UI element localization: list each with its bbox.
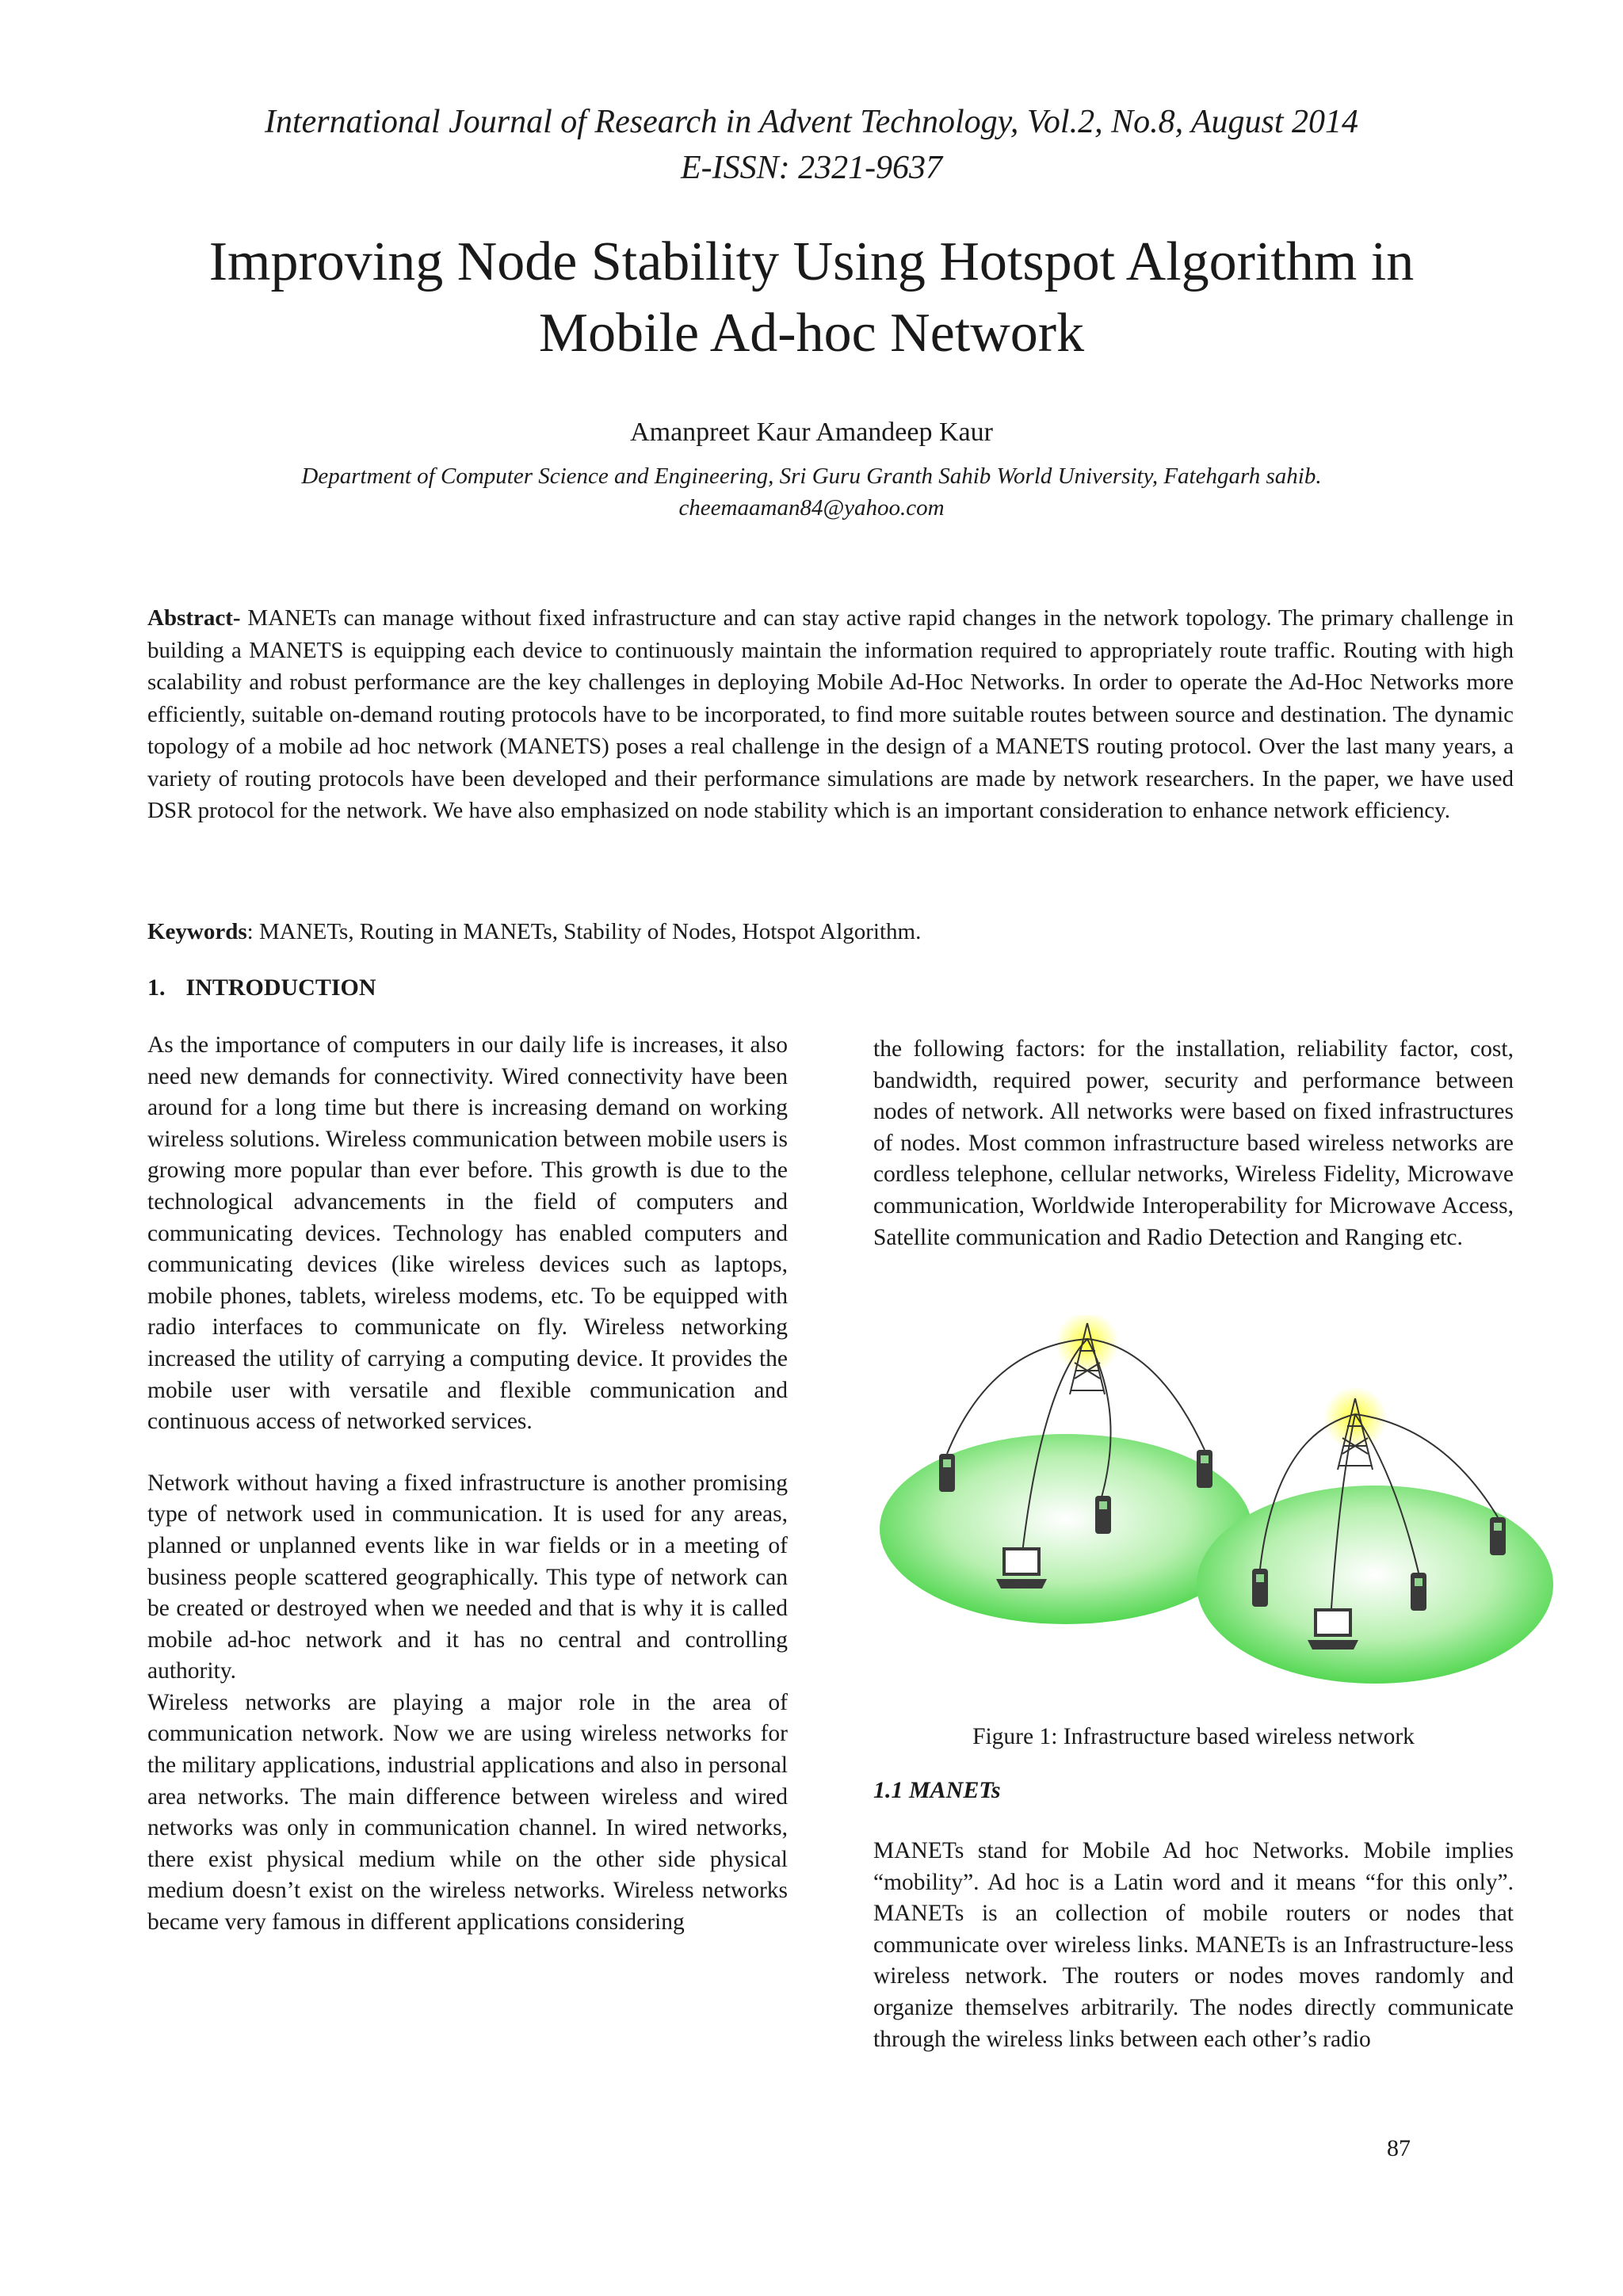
section-heading — [147, 974, 376, 1001]
abstract-label: Abstract- — [147, 605, 241, 631]
affiliation: Department of Computer Science and Engineering, Sri Guru Granth Sahib World University, Fatehgarh sahib. — [301, 463, 1322, 489]
abstract-text: MANETs can manage without fixed infrastructure and can stay active rapid changes in the network topology. The primary challenge in building a MANETS is equipping each device to continuously maintain the information required to appropriately route traffic. Routing with high scalability and robust performance are the key challenges in deploying Mobile Ad-Hoc Networks. In order to operate the Ad-Hoc Networks more efficiently, suitable on-demand routing protocols have to be incorporated, to find more suitable routes between source and destination. The dynamic topology of a mobile ad hoc network (MANETS) poses a real challenge in the design of a MANETS routing protocol. Over the last many years, a variety of routing protocols have been developed and their performance simulations are made by network researchers. In the paper, we have used DSR protocol for the network. We have also emphasized on node stability which is an important consideration to enhance network efficiency. — [147, 605, 1514, 823]
abstract — [147, 602, 1514, 827]
mobile-phone-icon — [1252, 1569, 1268, 1607]
email-address: cheemaaman84@yahoo.com — [678, 495, 945, 521]
intro-paragraph-2: Network without having a fixed infrastructure is another promising type of network used in communication. It is used for any areas, planned or unplanned events like in war fields or in a meeting of business people scattered geographically. This type of network can be created or destroyed when we needed and that is why it is called mobile ad-hoc network and it has no central and controlling authority. — [147, 1470, 788, 1684]
section-number: 1. — [147, 974, 166, 1001]
journal-header: International Journal of Research in Advent Technology, Vol.2, No.8, August 2014 — [264, 104, 1359, 140]
keywords-label: Keywords — [147, 919, 247, 944]
title-line-1: Improving Node Stability Using Hotspot Algorithm in — [208, 231, 1415, 292]
paper-title — [127, 227, 1496, 369]
laptop-icon — [1308, 1610, 1358, 1650]
subsection-heading: 1.1 MANETs — [873, 1777, 1001, 1803]
infrastructure-network-figure — [872, 1315, 1553, 1759]
mobile-phone-icon — [1197, 1450, 1212, 1488]
mobile-phone-icon — [939, 1454, 955, 1492]
authors: Amanpreet Kaur Amandeep Kaur — [630, 418, 993, 447]
cell-coverage-left — [880, 1434, 1252, 1624]
issn-header: E-ISSN: 2321-9637 — [680, 150, 943, 186]
figure-caption: Figure 1: Infrastructure based wireless network — [972, 1724, 1415, 1749]
manets-paragraph: MANETs stand for Mobile Ad hoc Networks. Mobile implies “mobility”. Ad hoc is a Latin word and it means “for this only”. MANETs is an collection of mobile routers or nodes that communicate over wireless links. MANETs is an Infrastructure-less wireless network. The routers or nodes moves randomly and organize themselves arbitrarily. The nodes directly communicate through the wireless links between each other’s radio — [873, 1838, 1514, 2052]
left-column — [147, 1030, 788, 1939]
right-paragraph-1: the following factors: for the installation, reliability factor, cost, bandwidth, required power, security and performance between nodes of network. All networks were based on fixed infrastructures of nodes. Most common infrastructure based wireless networks are cordless telephone, cellular networks, Wireless Fidelity, Microwave communication, Worldwide Interoperability for Microwave Access, Satellite communication and Radio Detection and Ranging etc. — [873, 1036, 1514, 1250]
mobile-phone-icon — [1490, 1517, 1506, 1555]
laptop-icon — [996, 1549, 1047, 1589]
cell-coverage-right — [1197, 1486, 1553, 1684]
title-line-2: Mobile Ad-hoc Network — [538, 303, 1085, 364]
mobile-phone-icon — [1411, 1573, 1426, 1611]
intro-paragraph-1: As the importance of computers in our daily life is increases, it also need new demands for connectivity. Wired connectivity have been around for a long time but there is increasing demand on working wireless solutions. Wireless communication between mobile users is growing more popular than ever before. This growth is due to the technological advancements in the field of computers and communicating devices. Technology has enabled computers and communicating devices (like wireless devices such as laptops, mobile phones, tablets, wireless modems, etc. To be equipped with radio interfaces to communicate on fly. Wireless networking increased the utility of carrying a computing device. It provides the mobile user with versatile and flexible communication and continuous access of networked services. — [147, 1032, 788, 1435]
page-number: 87 — [1387, 2135, 1411, 2161]
right-column-top — [873, 1034, 1514, 1253]
keywords — [147, 916, 1514, 948]
intro-paragraph-3: Wireless networks are playing a major role in the area of communication network. Now we are using wireless networks for the military applications, industrial applications and also in personal area networks. The main difference between wireless and wired networks was only in communication channel. In wired networks, there exist physical medium while on the other side physical medium doesn’t exist on the wireless networks. Wireless networks became very famous in different applications considering — [147, 1689, 788, 1936]
mobile-phone-icon — [1095, 1496, 1111, 1534]
right-column-bottom — [873, 1836, 1514, 2055]
section-title: INTRODUCTION — [185, 974, 376, 1001]
keywords-text: : MANETs, Routing in MANETs, Stability of Nodes, Hotspot Algorithm. — [246, 919, 922, 944]
